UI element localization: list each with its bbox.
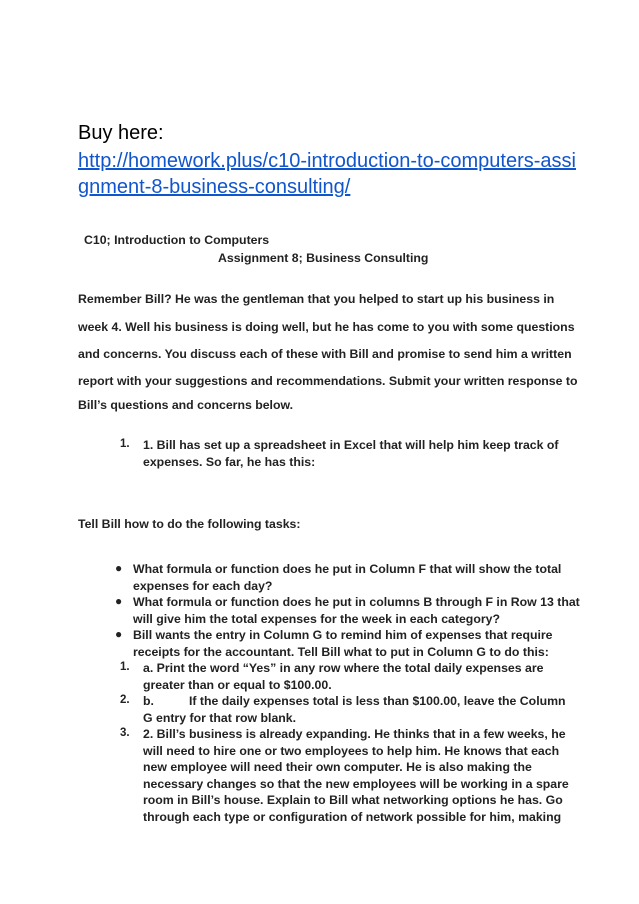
numbered-item-1 <box>143 660 543 693</box>
tasks-heading: Tell Bill how to do the following tasks: <box>78 517 301 531</box>
bullet-item-3-line-1: Bill wants the entry in Column G to remind him of expenses that require <box>133 628 553 642</box>
bullet-item-1-line-1: What formula or function does he put in Column F that will show the total <box>133 562 562 576</box>
bullet-icon: ● <box>115 627 123 641</box>
product-link-line-2[interactable]: gnment-8-business-consulting/ <box>78 176 351 198</box>
question-1-line-2: expenses. So far, he has this: <box>143 454 316 469</box>
bullet-item-2-line-2: will give him the total expenses for the week in each category? <box>133 611 500 626</box>
numbered-item-2 <box>143 693 566 726</box>
intro-line-3: and concerns. You discuss each of these with Bill and promise to send him a written <box>78 347 572 361</box>
list-number-3: 3. <box>120 727 130 739</box>
numbered-item-1-line-2: greater than or equal to $100.00. <box>143 677 332 692</box>
intro-line-1: Remember Bill? He was the gentleman that you helped to start up his business in <box>78 292 555 306</box>
bullet-item-2 <box>133 594 580 627</box>
numbered-item-2-line-2: G entry for that row blank. <box>143 710 297 725</box>
numbered-item-3-line-4: necessary changes so that the new employees will be working in a spare <box>143 776 569 791</box>
numbered-item-2-line-1: If the daily expenses total is less than $100.00, leave the Column <box>189 694 566 708</box>
bullet-item-3-line-2: receipts for the accountant. Tell Bill what to put in Column G to do this: <box>133 644 549 659</box>
question-1-line-1: 1. Bill has set up a spreadsheet in Excel that will help him keep track of <box>143 438 559 452</box>
numbered-item-2-prefix: b. <box>143 694 154 708</box>
bullet-icon: ● <box>115 561 123 575</box>
course-title: C10; Introduction to Computers <box>84 233 270 247</box>
list-number-1: 1. <box>120 661 130 673</box>
question-1-number: 1. <box>120 438 130 450</box>
list-number-2: 2. <box>120 694 130 706</box>
buy-here-label: Buy here: <box>78 122 164 144</box>
numbered-item-3-line-3: new employee will need their own computer. He is also making the <box>143 760 532 774</box>
product-link-line-1[interactable]: http://homework.plus/c10-introduction-to-computers-assi <box>78 150 576 172</box>
bullet-item-3 <box>133 627 553 660</box>
intro-line-5: Bill’s questions and concerns below. <box>78 398 294 412</box>
bullet-item-2-line-1: What formula or function does he put in columns B through F in Row 13 that <box>133 595 580 609</box>
bullet-icon: ● <box>115 594 123 608</box>
numbered-item-3-line-6: through each type or configuration of network possible for him, making <box>143 809 562 824</box>
numbered-item-3-line-5: room in Bill’s house. Explain to Bill what networking options he has. Go <box>143 793 563 807</box>
bullet-item-1-line-2: expenses for each day? <box>133 578 273 593</box>
numbered-item-3-line-2: will need to hire one or two employees to help him. He knows that each <box>143 743 560 758</box>
numbered-item-3-line-1: 2. Bill’s business is already expanding. He thinks that in a few weeks, he <box>143 727 566 741</box>
intro-line-2: week 4. Well his business is doing well, but he has come to you with some questions <box>78 320 575 334</box>
assignment-title: Assignment 8; Business Consulting <box>218 251 429 265</box>
question-1-text <box>143 437 559 470</box>
numbered-item-3 <box>143 726 569 825</box>
intro-line-4: report with your suggestions and recommendations. Submit your written response to <box>78 374 578 388</box>
numbered-item-1-line-1: a. Print the word “Yes” in any row where the total daily expenses are <box>143 661 544 675</box>
bullet-item-1 <box>133 561 561 594</box>
